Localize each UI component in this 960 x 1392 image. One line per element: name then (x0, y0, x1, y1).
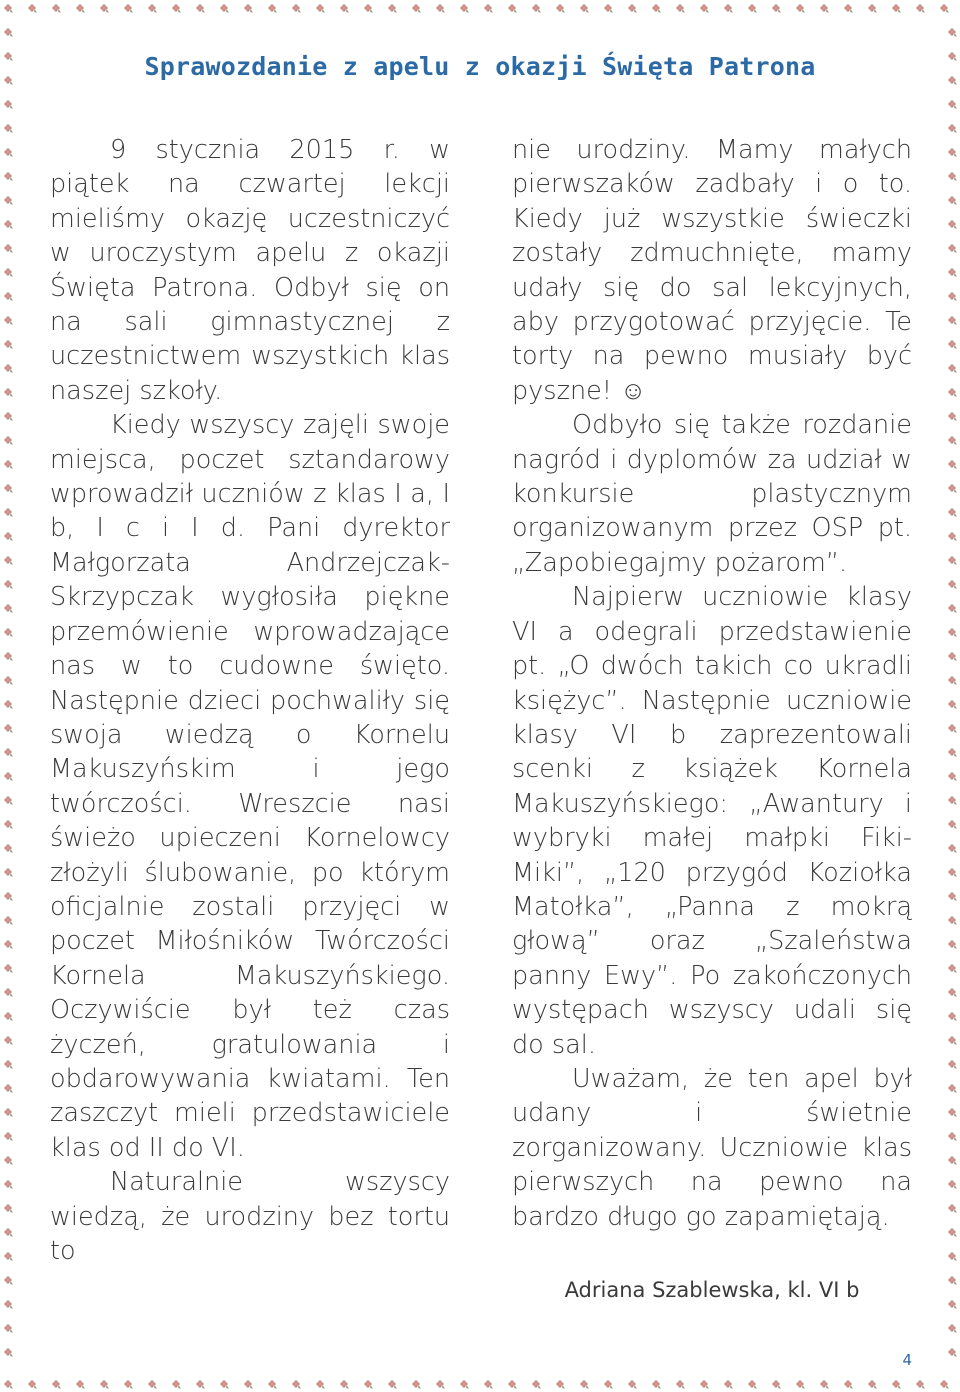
border-flower (4, 820, 13, 829)
border-flower (484, 1380, 493, 1389)
border-flower (948, 220, 957, 229)
border-flower (948, 292, 957, 301)
border-flower (4, 700, 13, 709)
border-flower (4, 916, 13, 925)
border-flower (436, 1380, 445, 1389)
border-flower (364, 4, 373, 13)
border-flower (748, 4, 757, 13)
border-flower (948, 28, 957, 37)
border-flower (4, 652, 13, 661)
border-flower (148, 1380, 157, 1389)
border-flower (948, 748, 957, 757)
border-flower (388, 1380, 397, 1389)
border-flower (4, 868, 13, 877)
border-flower (4, 508, 13, 517)
border-flower (460, 4, 469, 13)
border-flower (52, 1380, 61, 1389)
left-column (50, 133, 450, 1268)
paragraph: Najpierw uczniowie klasy VI a odegrali przedstawienie pt. „O dwóch takich co ukradli księżyc”. Następnie uczniowie klasy VI b zaprezentowali scenki z książek Kornela Makuszyńskiego: „Awantury i wybryki małej małpki Fiki-Miki”, „120 przygód Koziołka Matołka”, „Panna z mokrą głową” oraz „Szaleństwa panny Ewy”. Po zakończonych występach wszyscy udali się do sal. (512, 582, 912, 1060)
border-flower (4, 772, 13, 781)
border-flower (948, 652, 957, 661)
border-flower (948, 628, 957, 637)
border-flower (460, 1380, 469, 1389)
border-flower (820, 4, 829, 13)
border-flower (508, 1380, 517, 1389)
border-flower (4, 988, 13, 997)
border-flower (948, 1300, 957, 1309)
border-flower (948, 196, 957, 205)
border-flower (4, 148, 13, 157)
border-flower (340, 1380, 349, 1389)
border-flower (948, 412, 957, 421)
border-flower (892, 4, 901, 13)
border-flower (700, 1380, 709, 1389)
border-flower (4, 124, 13, 133)
border-flower (948, 940, 957, 949)
border-flower (948, 460, 957, 469)
border-flower (580, 1380, 589, 1389)
border-flower (4, 1204, 13, 1213)
border-flower (4, 892, 13, 901)
border-flower (172, 1380, 181, 1389)
border-flower (948, 124, 957, 133)
border-flower (268, 1380, 277, 1389)
border-flower (948, 604, 957, 613)
border-flower (604, 1380, 613, 1389)
border-flower (868, 1380, 877, 1389)
border-flower (532, 4, 541, 13)
border-flower (4, 1348, 13, 1357)
border-flower (4, 796, 13, 805)
border-flower (556, 1380, 565, 1389)
border-flower (148, 4, 157, 13)
border-flower (484, 4, 493, 13)
border-flower (948, 676, 957, 685)
border-flower (892, 1380, 901, 1389)
border-flower (4, 268, 13, 277)
author-signature: Adriana Szablewska, kl. VI b (564, 1278, 860, 1302)
page-title: Sprawozdanie z apelu z okazji Święta Patrona (144, 52, 816, 81)
border-flower (948, 484, 957, 493)
paragraph: Odbyło się także rozdanie nagród i dyplomów za udział w konkursie plastycznym organizowanym przez OSP pt. „Zapobiegajmy pożarom”. (512, 410, 912, 578)
border-flower (580, 4, 589, 13)
border-flower (948, 1084, 957, 1093)
border-flower (948, 772, 957, 781)
border-flower (4, 676, 13, 685)
border-flower (4, 1012, 13, 1021)
border-flower (676, 1380, 685, 1389)
border-flower (4, 436, 13, 445)
border-flower (292, 1380, 301, 1389)
border-flower (604, 4, 613, 13)
border-flower (28, 1380, 37, 1389)
border-flower (948, 1252, 957, 1261)
border-flower (628, 1380, 637, 1389)
border-flower (4, 844, 13, 853)
border-flower (820, 1380, 829, 1389)
paragraph: 9 stycznia 2015 r. w piątek na czwartej lekcji mieliśmy okazję uczestniczyć w uroczystym apelu z okazji Święta Patrona. Odbył się on na sali gimnastycznej z uczestnictwem wszystkich klas naszej szkoły. (50, 135, 450, 406)
border-flower (4, 196, 13, 205)
border-flower (4, 1132, 13, 1141)
border-flower (4, 1180, 13, 1189)
border-flower (4, 28, 13, 37)
border-flower (948, 532, 957, 541)
paragraph: Kiedy wszyscy zajęli swoje miejsca, poczet sztandarowy wprowadził uczniów z klas I a, I b, I c i I d. Pani dyrektor Małgorzata Andrzejczak-Skrzypczak wygłosiła piękne przemówienie wprowadzające nas w to cudowne święto. Następnie dzieci pochwaliły się swoja wiedzą o Kornelu Makuszyńskim i jego twórczości. Wreszcie nasi świeżo upieczeni Kornelowcy złożyli ślubowanie, po którym oficjalnie zostali przyjęci w poczet Miłośników Twórczości Kornela Makuszyńskiego. Oczywiście był też czas życzeń, gratulowania i obdarowywania kwiatami. Ten zaszczyt mieli przedstawiciele klas od II do VI. (50, 410, 450, 1163)
border-flower (316, 4, 325, 13)
border-flower (76, 1380, 85, 1389)
border-flower (124, 4, 133, 13)
paragraph: nie urodziny. Mamy małych pierwszaków zadbały i o to. Kiedy już wszystkie świeczki zostały zdmuchnięte, mamy udały się do sal lekcyjnych, aby przygotować przyjęcie. Te torty na pewno musiały być pyszne! ☺ (512, 135, 912, 406)
border-flower (4, 460, 13, 469)
border-flower (4, 220, 13, 229)
border-flower (948, 724, 957, 733)
border-flower (4, 1252, 13, 1261)
border-flower (4, 1380, 13, 1389)
border-flower (4, 340, 13, 349)
border-flower (948, 244, 957, 253)
border-flower (948, 556, 957, 565)
border-flower (948, 1036, 957, 1045)
border-flower (4, 1156, 13, 1165)
border-flower (948, 700, 957, 709)
border-flower (4, 1060, 13, 1069)
border-flower (532, 1380, 541, 1389)
border-flower (652, 4, 661, 13)
border-flower (948, 100, 957, 109)
right-column (512, 133, 912, 1234)
border-flower (268, 4, 277, 13)
border-flower (244, 4, 253, 13)
border-flower (4, 412, 13, 421)
border-flower (124, 1380, 133, 1389)
border-flower (796, 1380, 805, 1389)
border-flower (4, 1276, 13, 1285)
border-flower (868, 4, 877, 13)
border-flower (556, 4, 565, 13)
border-flower (948, 340, 957, 349)
border-flower (4, 172, 13, 181)
border-flower (100, 1380, 109, 1389)
border-flower (948, 1060, 957, 1069)
border-flower (28, 4, 37, 13)
border-flower (948, 1348, 957, 1357)
border-flower (948, 1204, 957, 1213)
paragraph: Uważam, że ten apel był udany i świetnie zorganizowany. Uczniowie klas pierwszych na pewno na bardzo długo go zapamiętają. (512, 1063, 912, 1232)
border-flower (652, 1380, 661, 1389)
border-flower (948, 580, 957, 589)
border-flower (948, 316, 957, 325)
border-flower (76, 4, 85, 13)
border-flower (948, 148, 957, 157)
border-flower (4, 364, 13, 373)
page-number: 4 (902, 1351, 912, 1369)
border-flower (948, 868, 957, 877)
border-flower (948, 964, 957, 973)
border-flower (948, 820, 957, 829)
border-flower (4, 1300, 13, 1309)
border-flower (388, 4, 397, 13)
border-flower (724, 4, 733, 13)
border-flower (4, 1108, 13, 1117)
border-flower (948, 1132, 957, 1141)
border-flower (4, 484, 13, 493)
border-flower (844, 1380, 853, 1389)
border-flower (4, 388, 13, 397)
border-flower (412, 4, 421, 13)
border-flower (940, 1380, 949, 1389)
border-flower (948, 436, 957, 445)
border-flower (4, 244, 13, 253)
border-flower (948, 1324, 957, 1333)
border-flower (364, 1380, 373, 1389)
border-flower (4, 964, 13, 973)
border-flower (4, 940, 13, 949)
border-flower (948, 1228, 957, 1237)
border-flower (700, 4, 709, 13)
border-flower (948, 172, 957, 181)
border-flower (4, 1228, 13, 1237)
border-flower (4, 1084, 13, 1093)
border-flower (316, 1380, 325, 1389)
border-flower (340, 4, 349, 13)
border-flower (772, 4, 781, 13)
border-flower (4, 532, 13, 541)
border-flower (196, 1380, 205, 1389)
border-flower (948, 988, 957, 997)
border-flower (916, 1380, 925, 1389)
border-flower (52, 4, 61, 13)
border-flower (220, 1380, 229, 1389)
border-flower (508, 4, 517, 13)
border-flower (4, 1036, 13, 1045)
border-flower (948, 388, 957, 397)
border-flower (196, 4, 205, 13)
border-flower (948, 796, 957, 805)
border-flower (948, 1276, 957, 1285)
border-flower (292, 4, 301, 13)
border-flower (948, 268, 957, 277)
border-flower (4, 316, 13, 325)
border-flower (172, 4, 181, 13)
paragraph: Naturalnie wszyscy wiedzą, że urodziny bez tortu to (50, 1167, 450, 1266)
border-flower (4, 604, 13, 613)
border-flower (724, 1380, 733, 1389)
border-flower (948, 508, 957, 517)
border-flower (4, 4, 13, 13)
border-flower (628, 4, 637, 13)
border-flower (4, 292, 13, 301)
border-flower (948, 1180, 957, 1189)
border-flower (4, 1324, 13, 1333)
border-flower (948, 1156, 957, 1165)
border-flower (4, 724, 13, 733)
border-flower (948, 1108, 957, 1117)
border-flower (772, 1380, 781, 1389)
border-flower (948, 916, 957, 925)
border-flower (940, 4, 949, 13)
border-flower (4, 580, 13, 589)
border-flower (436, 4, 445, 13)
border-flower (844, 4, 853, 13)
border-flower (948, 892, 957, 901)
border-flower (4, 628, 13, 637)
border-flower (220, 4, 229, 13)
border-flower (4, 556, 13, 565)
border-flower (4, 748, 13, 757)
border-flower (100, 4, 109, 13)
border-flower (412, 1380, 421, 1389)
border-flower (748, 1380, 757, 1389)
border-flower (916, 4, 925, 13)
border-flower (948, 1012, 957, 1021)
border-flower (948, 364, 957, 373)
border-flower (4, 100, 13, 109)
border-flower (796, 4, 805, 13)
border-flower (244, 1380, 253, 1389)
border-flower (948, 844, 957, 853)
border-flower (676, 4, 685, 13)
